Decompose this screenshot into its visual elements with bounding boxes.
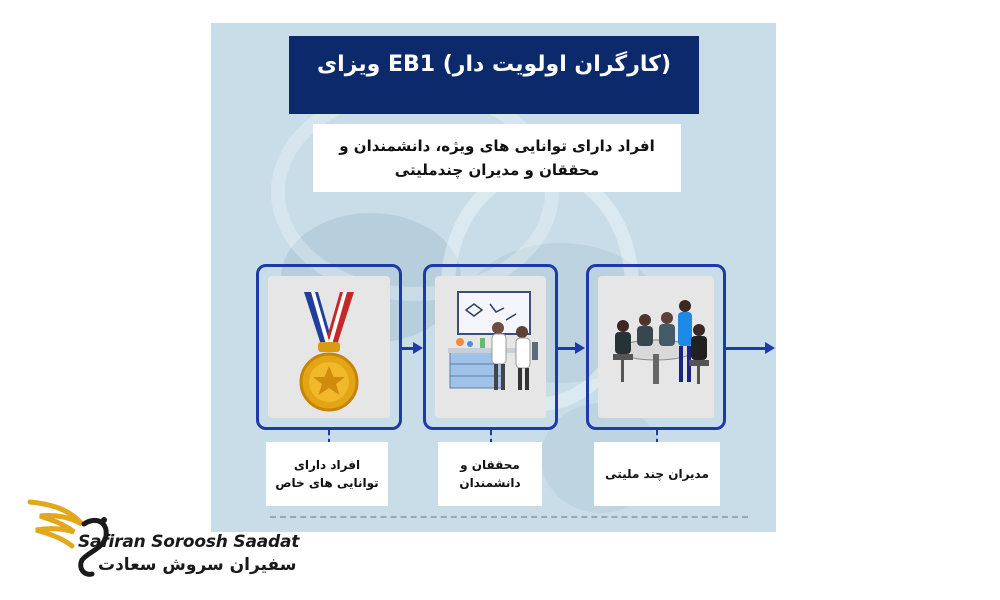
flow-arrow-icon xyxy=(575,342,585,354)
step-label: افراد دارای xyxy=(293,458,361,472)
flow-arrow-icon xyxy=(413,342,423,354)
baseline-divider xyxy=(270,516,748,518)
step-label: مدیران چند ملیتی xyxy=(605,467,709,481)
step-label-box xyxy=(438,442,542,506)
step-label: توانایی های خاص xyxy=(275,476,379,490)
title-box xyxy=(289,36,699,114)
flow-connector xyxy=(558,347,576,350)
logo-text-persian: سفیران سروش سعادت xyxy=(98,555,297,575)
subtitle-line: افراد دارای توانایی های ویژه، دانشمندان و xyxy=(339,137,655,155)
subtitle-box xyxy=(313,124,681,192)
subtitle-line: محققان و مدیران چندملیتی xyxy=(394,161,600,179)
flow-connector xyxy=(724,347,766,350)
flow-arrow-icon xyxy=(765,342,775,354)
medal-icon xyxy=(288,286,370,416)
step-label-box xyxy=(594,442,720,506)
step-label: دانشمندان xyxy=(459,476,521,490)
logo-text-english: Safiran Soroosh Saadat xyxy=(78,532,300,552)
title-text: ویزای EB1 (کارگران اولویت دار) xyxy=(316,51,672,77)
business-meeting-icon xyxy=(601,296,711,396)
scientists-lab-icon xyxy=(440,290,544,410)
step-label: محققان و xyxy=(460,458,520,472)
